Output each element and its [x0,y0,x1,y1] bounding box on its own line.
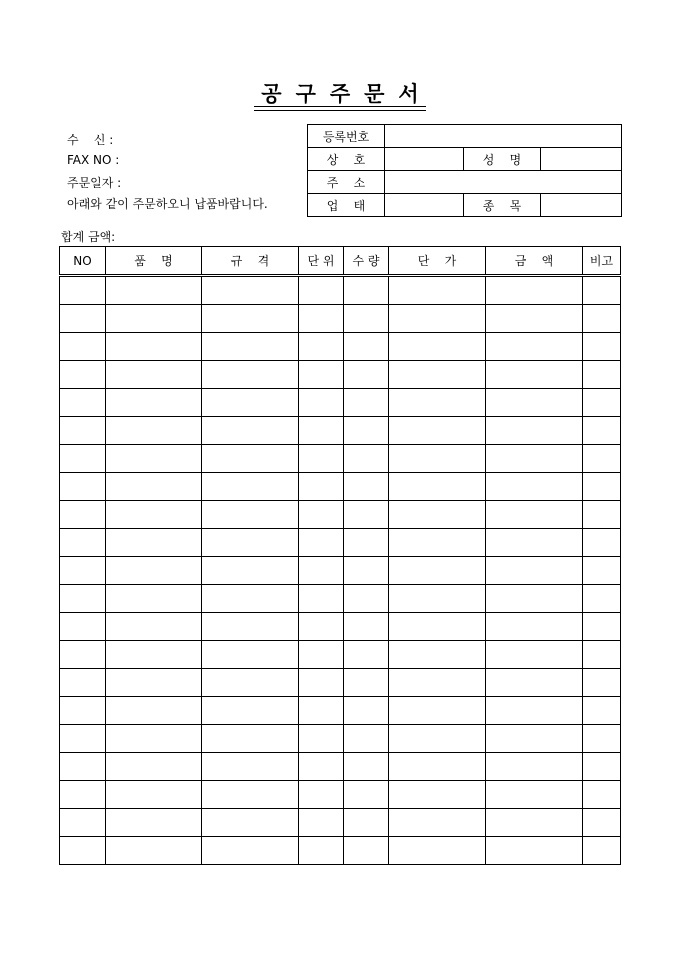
cell-amount[interactable] [486,361,583,389]
cell-unit[interactable] [299,613,344,641]
table-row [60,389,621,417]
cell-spec[interactable] [202,613,299,641]
cell-unit-price[interactable] [389,753,486,781]
cell-remarks[interactable] [583,557,621,585]
cell-amount[interactable] [486,389,583,417]
cell-amount[interactable] [486,529,583,557]
header-item-name: 품 명 [106,247,202,276]
cell-item-name[interactable] [106,529,202,557]
cell-remarks[interactable] [583,585,621,613]
cell-quantity[interactable] [344,333,389,361]
registration-table [307,124,622,217]
cell-unit-price[interactable] [389,585,486,613]
cell-unit-price[interactable] [389,641,486,669]
cell-no[interactable] [60,501,106,529]
cell-unit-price[interactable] [389,417,486,445]
cell-amount[interactable] [486,753,583,781]
cell-item-name[interactable] [106,417,202,445]
table-row [60,669,621,697]
table-header-row [60,247,621,276]
cell-unit[interactable] [299,837,344,865]
recipient-label: 수 신 : [67,133,114,147]
table-row [60,753,621,781]
cell-quantity[interactable] [344,669,389,697]
cell-unit[interactable] [299,305,344,333]
cell-unit[interactable] [299,753,344,781]
reg-no-label: 등록번호 [308,125,385,148]
cell-item-name[interactable] [106,809,202,837]
cell-amount[interactable] [486,837,583,865]
cell-spec[interactable] [202,837,299,865]
name-label: 성 명 [464,148,541,171]
cell-quantity[interactable] [344,501,389,529]
header-unit-price: 단 가 [389,247,486,276]
cell-unit-price[interactable] [389,809,486,837]
cell-amount[interactable] [486,305,583,333]
title-underline [254,106,426,107]
cell-unit[interactable] [299,276,344,305]
cell-no[interactable] [60,725,106,753]
cell-spec[interactable] [202,809,299,837]
cell-no[interactable] [60,445,106,473]
cell-quantity[interactable] [344,445,389,473]
cell-item-name[interactable] [106,613,202,641]
cell-spec[interactable] [202,445,299,473]
cell-item-name[interactable] [106,753,202,781]
cell-item-name[interactable] [106,473,202,501]
cell-unit[interactable] [299,473,344,501]
company-value[interactable] [385,148,464,171]
table-row [60,697,621,725]
cell-unit[interactable] [299,445,344,473]
cell-no[interactable] [60,276,106,305]
cell-remarks[interactable] [583,361,621,389]
cell-unit[interactable] [299,669,344,697]
cell-unit-price[interactable] [389,361,486,389]
cell-remarks[interactable] [583,641,621,669]
cell-spec[interactable] [202,669,299,697]
cell-remarks[interactable] [583,276,621,305]
name-value[interactable] [541,148,622,171]
table-row [60,276,621,305]
table-row [60,501,621,529]
table-row [60,725,621,753]
address-value[interactable] [385,171,622,194]
cell-quantity[interactable] [344,837,389,865]
table-row [60,641,621,669]
cell-unit-price[interactable] [389,333,486,361]
cell-spec[interactable] [202,473,299,501]
cell-item-name[interactable] [106,697,202,725]
cell-quantity[interactable] [344,641,389,669]
cell-no[interactable] [60,809,106,837]
cell-unit-price[interactable] [389,613,486,641]
cell-no[interactable] [60,753,106,781]
table-row [60,305,621,333]
reg-no-value[interactable] [385,125,622,148]
cell-item-name[interactable] [106,305,202,333]
cell-spec[interactable] [202,389,299,417]
header-spec: 규 격 [202,247,299,276]
table-row [60,585,621,613]
cell-spec[interactable] [202,697,299,725]
cell-remarks[interactable] [583,529,621,557]
cell-unit[interactable] [299,361,344,389]
cell-unit-price[interactable] [389,697,486,725]
cell-remarks[interactable] [583,473,621,501]
total-amount-label: 합계 금액: [61,230,116,244]
cell-amount[interactable] [486,417,583,445]
cell-unit-price[interactable] [389,529,486,557]
cell-remarks[interactable] [583,501,621,529]
table-row [60,417,621,445]
cell-unit-price[interactable] [389,276,486,305]
table-row [60,781,621,809]
cell-unit-price[interactable] [389,389,486,417]
header-unit: 단 위 [299,247,344,276]
table-row [60,473,621,501]
cell-unit-price[interactable] [389,473,486,501]
cell-amount[interactable] [486,781,583,809]
cell-unit[interactable] [299,557,344,585]
cell-amount[interactable] [486,641,583,669]
cell-item-name[interactable] [106,276,202,305]
page-title: 공구주문서 [261,81,433,106]
cell-item-name[interactable] [106,781,202,809]
cell-remarks[interactable] [583,809,621,837]
cell-remarks[interactable] [583,333,621,361]
cell-item-name[interactable] [106,837,202,865]
cell-amount[interactable] [486,333,583,361]
business-item-label: 종 목 [464,194,541,217]
cell-spec[interactable] [202,529,299,557]
cell-remarks[interactable] [583,305,621,333]
cell-item-name[interactable] [106,725,202,753]
cell-no[interactable] [60,641,106,669]
cell-quantity[interactable] [344,697,389,725]
cell-quantity[interactable] [344,389,389,417]
table-row [60,613,621,641]
order-items-table [59,246,621,865]
cell-unit[interactable] [299,333,344,361]
cell-amount[interactable] [486,669,583,697]
cell-no[interactable] [60,333,106,361]
cell-remarks[interactable] [583,837,621,865]
cell-quantity[interactable] [344,781,389,809]
cell-spec[interactable] [202,501,299,529]
cell-amount[interactable] [486,585,583,613]
cell-spec[interactable] [202,417,299,445]
address-label: 주 소 [308,171,385,194]
cell-item-name[interactable] [106,669,202,697]
cell-quantity[interactable] [344,305,389,333]
cell-item-name[interactable] [106,557,202,585]
cell-amount[interactable] [486,809,583,837]
table-row [60,529,621,557]
table-row [60,557,621,585]
cell-spec[interactable] [202,557,299,585]
company-label: 상 호 [308,148,385,171]
header-no: NO [60,247,106,276]
cell-remarks[interactable] [583,445,621,473]
cell-unit[interactable] [299,417,344,445]
cell-unit[interactable] [299,585,344,613]
cell-unit[interactable] [299,529,344,557]
cell-unit-price[interactable] [389,725,486,753]
cell-amount[interactable] [486,613,583,641]
cell-unit[interactable] [299,809,344,837]
business-type-label: 업 태 [308,194,385,217]
cell-quantity[interactable] [344,725,389,753]
table-row [60,361,621,389]
cell-unit[interactable] [299,641,344,669]
order-notice: 아래와 같이 주문하오니 납품바랍니다. [67,197,268,211]
cell-spec[interactable] [202,781,299,809]
table-row [60,809,621,837]
cell-spec[interactable] [202,725,299,753]
cell-quantity[interactable] [344,557,389,585]
cell-spec[interactable] [202,276,299,305]
title-underline-thin [254,110,426,111]
cell-spec[interactable] [202,333,299,361]
cell-no[interactable] [60,781,106,809]
table-row [60,445,621,473]
cell-amount[interactable] [486,501,583,529]
cell-no[interactable] [60,473,106,501]
cell-unit[interactable] [299,501,344,529]
order-date-label: 주문일자 : [67,176,122,190]
cell-remarks[interactable] [583,417,621,445]
cell-item-name[interactable] [106,361,202,389]
cell-quantity[interactable] [344,753,389,781]
cell-amount[interactable] [486,697,583,725]
cell-amount[interactable] [486,445,583,473]
cell-item-name[interactable] [106,641,202,669]
cell-remarks[interactable] [583,669,621,697]
cell-quantity[interactable] [344,417,389,445]
header-remarks: 비고 [583,247,621,276]
cell-amount[interactable] [486,557,583,585]
cell-remarks[interactable] [583,725,621,753]
cell-unit[interactable] [299,389,344,417]
cell-unit[interactable] [299,781,344,809]
cell-item-name[interactable] [106,585,202,613]
cell-no[interactable] [60,697,106,725]
cell-no[interactable] [60,361,106,389]
cell-remarks[interactable] [583,753,621,781]
cell-no[interactable] [60,669,106,697]
cell-item-name[interactable] [106,445,202,473]
cell-unit[interactable] [299,725,344,753]
cell-item-name[interactable] [106,501,202,529]
cell-quantity[interactable] [344,529,389,557]
cell-no[interactable] [60,529,106,557]
table-row [60,333,621,361]
cell-item-name[interactable] [106,389,202,417]
cell-quantity[interactable] [344,361,389,389]
table-row [60,837,621,865]
cell-no[interactable] [60,389,106,417]
cell-unit[interactable] [299,697,344,725]
cell-unit-price[interactable] [389,557,486,585]
business-item-value[interactable] [541,194,622,217]
cell-remarks[interactable] [583,697,621,725]
cell-spec[interactable] [202,753,299,781]
cell-quantity[interactable] [344,809,389,837]
cell-quantity[interactable] [344,613,389,641]
cell-unit-price[interactable] [389,669,486,697]
cell-amount[interactable] [486,276,583,305]
cell-unit-price[interactable] [389,445,486,473]
cell-unit-price[interactable] [389,837,486,865]
cell-no[interactable] [60,557,106,585]
cell-spec[interactable] [202,585,299,613]
cell-remarks[interactable] [583,613,621,641]
cell-no[interactable] [60,837,106,865]
cell-amount[interactable] [486,473,583,501]
cell-spec[interactable] [202,305,299,333]
cell-no[interactable] [60,585,106,613]
cell-remarks[interactable] [583,781,621,809]
cell-unit-price[interactable] [389,501,486,529]
cell-unit-price[interactable] [389,781,486,809]
business-type-value[interactable] [385,194,464,217]
fax-label: FAX NO : [67,153,120,167]
cell-quantity[interactable] [344,585,389,613]
cell-quantity[interactable] [344,473,389,501]
header-quantity: 수 량 [344,247,389,276]
cell-spec[interactable] [202,361,299,389]
cell-item-name[interactable] [106,333,202,361]
header-amount: 금 액 [486,247,583,276]
cell-spec[interactable] [202,641,299,669]
cell-no[interactable] [60,417,106,445]
cell-no[interactable] [60,305,106,333]
cell-no[interactable] [60,613,106,641]
cell-unit-price[interactable] [389,305,486,333]
cell-remarks[interactable] [583,389,621,417]
cell-quantity[interactable] [344,276,389,305]
cell-amount[interactable] [486,725,583,753]
